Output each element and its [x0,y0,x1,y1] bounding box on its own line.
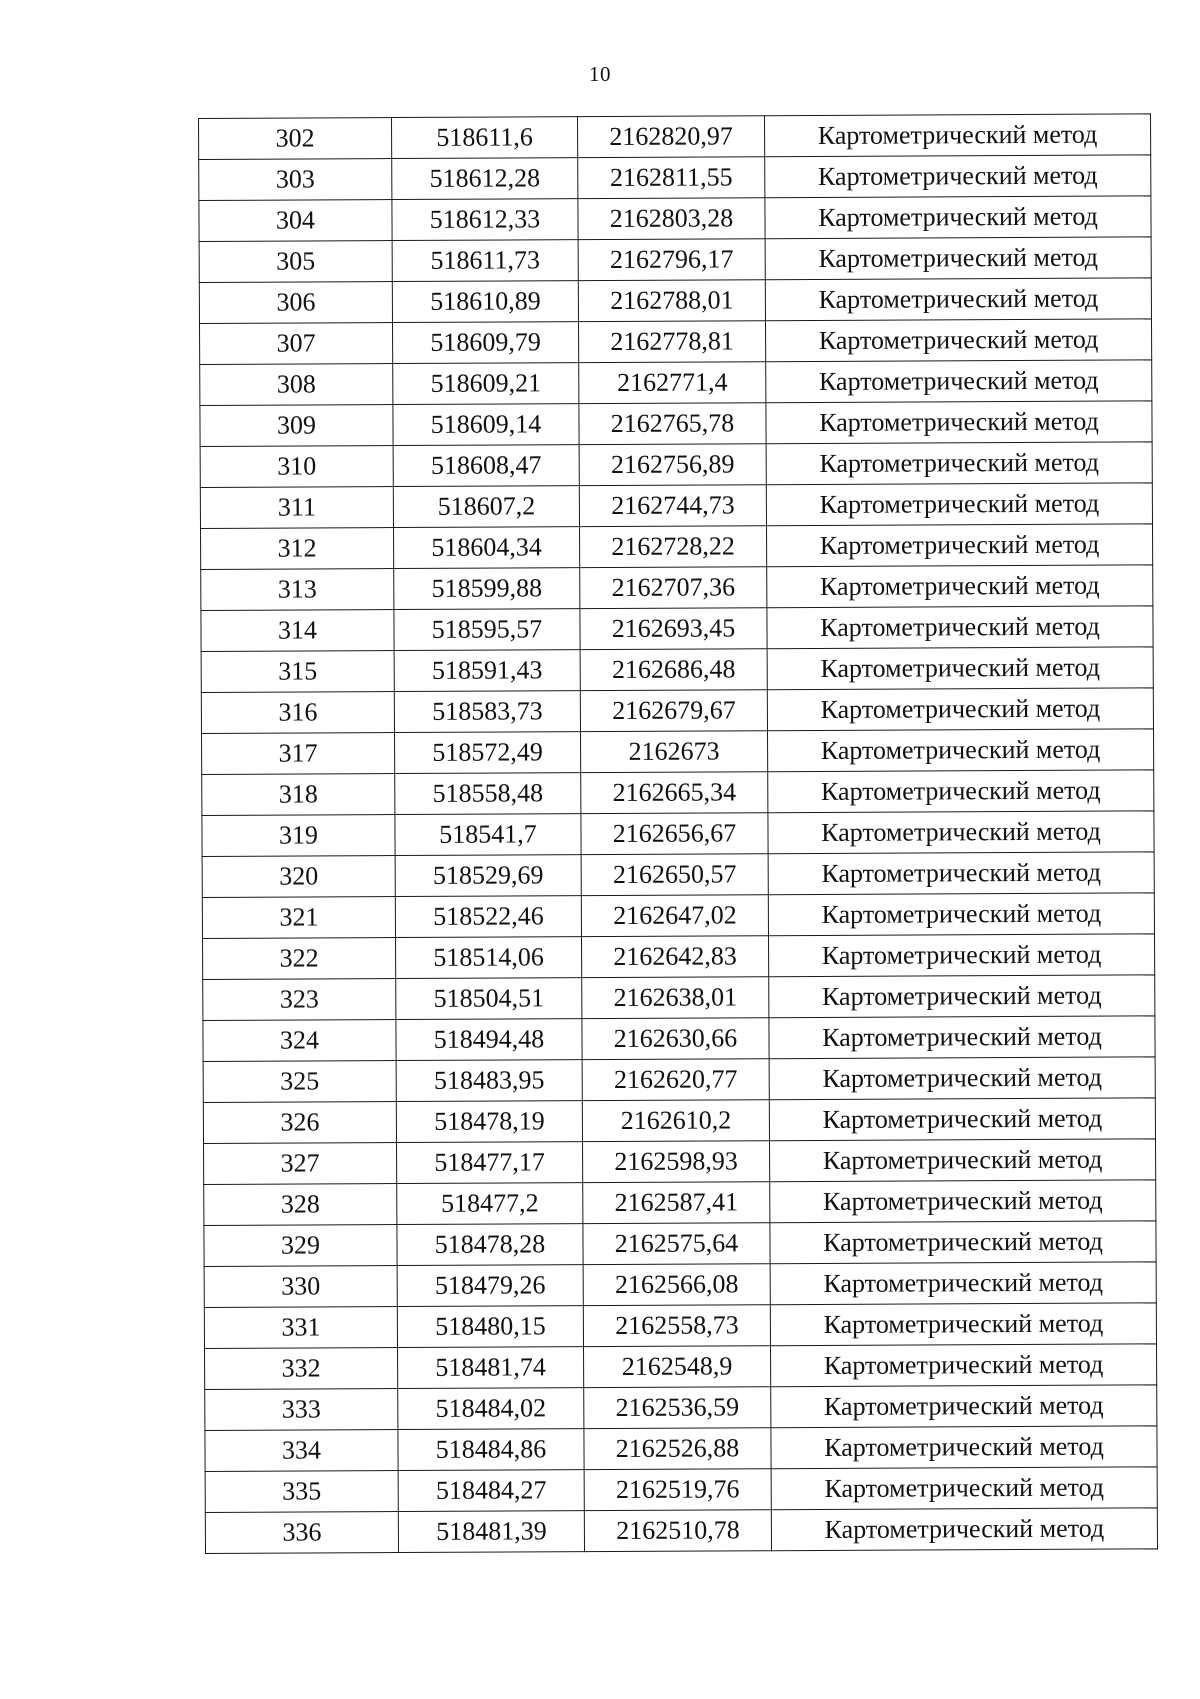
table-row [204,1139,1156,1185]
point-number-cell: 311 [200,487,393,529]
method-cell: Картометрический метод [767,647,1153,690]
table-row [202,770,1154,816]
x-coordinate-cell: 518558,48 [395,773,581,815]
point-number-cell: 323 [203,979,396,1021]
method-cell: Картометрический метод [765,196,1151,239]
x-coordinate-cell: 518608,47 [393,445,579,487]
table-row [204,1180,1156,1226]
table-row [202,893,1154,939]
y-coordinate-cell: 2162693,45 [580,608,767,650]
table-row [200,319,1152,365]
table-row [205,1385,1157,1431]
point-number-cell: 324 [203,1020,396,1062]
x-coordinate-cell: 518541,7 [395,814,581,856]
table-row [203,934,1155,980]
x-coordinate-cell: 518609,14 [393,404,579,446]
point-number-cell: 330 [204,1266,397,1308]
point-number-cell: 334 [205,1430,398,1472]
y-coordinate-cell: 2162686,48 [580,649,767,691]
method-cell: Картометрический метод [765,155,1151,198]
method-cell: Картометрический метод [768,811,1154,854]
method-cell: Картометрический метод [769,1098,1155,1141]
point-number-cell: 305 [199,241,392,283]
table-row [201,565,1153,611]
method-cell: Картометрический метод [766,524,1152,567]
table-row [200,401,1152,447]
y-coordinate-cell: 2162788,01 [578,280,765,322]
table-row [203,1016,1155,1062]
method-cell: Картометрический метод [765,237,1151,280]
y-coordinate-cell: 2162610,2 [582,1100,769,1142]
x-coordinate-cell: 518484,02 [398,1388,584,1430]
y-coordinate-cell: 2162566,08 [583,1264,770,1306]
point-number-cell: 335 [205,1471,398,1513]
point-number-cell: 336 [205,1512,398,1554]
point-number-cell: 328 [204,1184,397,1226]
y-coordinate-cell: 2162536,59 [584,1387,771,1429]
x-coordinate-cell: 518583,73 [394,691,580,733]
x-coordinate-cell: 518591,43 [394,650,580,692]
y-coordinate-cell: 2162728,22 [580,526,767,568]
y-coordinate-cell: 2162647,02 [581,895,768,937]
point-number-cell: 325 [203,1061,396,1103]
x-coordinate-cell: 518572,49 [395,732,581,774]
point-number-cell: 317 [202,733,395,775]
y-coordinate-cell: 2162765,78 [579,403,766,445]
method-cell: Картометрический метод [770,1180,1156,1223]
method-cell: Картометрический метод [770,1303,1156,1346]
method-cell: Картометрический метод [766,442,1152,485]
y-coordinate-cell: 2162771,4 [579,362,766,404]
y-coordinate-cell: 2162620,77 [582,1059,769,1101]
point-number-cell: 329 [204,1225,397,1267]
table-row [200,360,1152,406]
y-coordinate-cell: 2162707,36 [580,567,767,609]
x-coordinate-cell: 518479,26 [397,1265,583,1307]
x-coordinate-cell: 518609,79 [393,322,579,364]
method-cell: Картометрический метод [765,319,1151,362]
x-coordinate-cell: 518478,19 [396,1101,582,1143]
point-number-cell: 315 [201,651,394,693]
x-coordinate-cell: 518604,34 [394,527,580,569]
y-coordinate-cell: 2162650,57 [581,854,768,896]
method-cell: Картометрический метод [769,975,1155,1018]
table-row [203,1098,1155,1144]
y-coordinate-cell: 2162679,67 [580,690,767,732]
point-number-cell: 319 [202,815,395,857]
y-coordinate-cell: 2162510,78 [584,1510,771,1552]
point-number-cell: 302 [199,118,392,160]
point-number-cell: 333 [205,1389,398,1431]
method-cell: Картометрический метод [771,1426,1157,1469]
point-number-cell: 314 [201,610,394,652]
table-row [203,975,1155,1021]
method-cell: Картометрический метод [767,688,1153,731]
y-coordinate-cell: 2162630,66 [582,1018,769,1060]
y-coordinate-cell: 2162598,93 [583,1141,770,1183]
table-row [200,483,1152,529]
x-coordinate-cell: 518612,33 [392,199,578,241]
method-cell: Картометрический метод [768,729,1154,772]
table-row [202,729,1154,775]
x-coordinate-cell: 518595,57 [394,609,580,651]
y-coordinate-cell: 2162778,81 [578,321,765,363]
y-coordinate-cell: 2162558,73 [583,1305,770,1347]
method-cell: Картометрический метод [770,1139,1156,1182]
table-row [201,606,1153,652]
x-coordinate-cell: 518514,06 [396,937,582,979]
point-number-cell: 306 [199,282,392,324]
table-row [199,196,1151,242]
point-number-cell: 304 [199,200,392,242]
y-coordinate-cell: 2162673 [581,731,768,773]
table-row [201,524,1153,570]
y-coordinate-cell: 2162665,34 [581,772,768,814]
method-cell: Картометрический метод [771,1467,1157,1510]
table-row [204,1303,1156,1349]
table-row [199,155,1151,201]
method-cell: Картометрический метод [765,278,1151,321]
x-coordinate-cell: 518504,51 [396,978,582,1020]
y-coordinate-cell: 2162796,17 [578,239,765,281]
point-number-cell: 307 [200,323,393,365]
point-number-cell: 322 [203,938,396,980]
y-coordinate-cell: 2162548,9 [584,1346,771,1388]
x-coordinate-cell: 518478,28 [397,1224,583,1266]
method-cell: Картометрический метод [770,1262,1156,1305]
x-coordinate-cell: 518522,46 [395,896,581,938]
point-number-cell: 303 [199,159,392,201]
y-coordinate-cell: 2162811,55 [578,157,765,199]
table-row [201,688,1153,734]
point-number-cell: 326 [203,1102,396,1144]
x-coordinate-cell: 518612,28 [392,158,578,200]
point-number-cell: 327 [204,1143,397,1185]
method-cell: Картометрический метод [767,565,1153,608]
table-row [203,1057,1155,1103]
point-number-cell: 313 [201,569,394,611]
y-coordinate-cell: 2162587,41 [583,1182,770,1224]
point-number-cell: 310 [200,446,393,488]
x-coordinate-cell: 518484,86 [398,1429,584,1471]
x-coordinate-cell: 518481,74 [398,1347,584,1389]
table-row [204,1221,1156,1267]
table-row [205,1344,1157,1390]
page-number: 10 [589,62,611,86]
x-coordinate-cell: 518477,17 [397,1142,583,1184]
x-coordinate-cell: 518611,73 [392,240,578,282]
x-coordinate-cell: 518494,48 [396,1019,582,1061]
x-coordinate-cell: 518477,2 [397,1183,583,1225]
x-coordinate-cell: 518609,21 [393,363,579,405]
table-row [205,1467,1157,1513]
y-coordinate-cell: 2162575,64 [583,1223,770,1265]
table-row [199,278,1151,324]
x-coordinate-cell: 518610,89 [392,281,578,323]
method-cell: Картометрический метод [770,1221,1156,1264]
x-coordinate-cell: 518611,6 [392,117,578,159]
point-number-cell: 308 [200,364,393,406]
x-coordinate-cell: 518480,15 [397,1306,583,1348]
method-cell: Картометрический метод [771,1508,1157,1551]
method-cell: Картометрический метод [768,770,1154,813]
table-row [200,442,1152,488]
table-row [201,647,1153,693]
point-number-cell: 320 [202,856,395,898]
method-cell: Картометрический метод [771,1385,1157,1428]
method-cell: Картометрический метод [769,934,1155,977]
coordinates-table-body [199,114,1158,1554]
table-row [205,1426,1157,1472]
method-cell: Картометрический метод [766,483,1152,526]
table-row [202,852,1154,898]
y-coordinate-cell: 2162803,28 [578,198,765,240]
point-number-cell: 316 [201,692,394,734]
x-coordinate-cell: 518483,95 [396,1060,582,1102]
y-coordinate-cell: 2162519,76 [584,1469,771,1511]
point-number-cell: 331 [204,1307,397,1349]
y-coordinate-cell: 2162638,01 [582,977,769,1019]
method-cell: Картометрический метод [766,401,1152,444]
method-cell: Картометрический метод [769,1016,1155,1059]
table-row [199,114,1151,160]
y-coordinate-cell: 2162526,88 [584,1428,771,1470]
method-cell: Картометрический метод [769,1057,1155,1100]
y-coordinate-cell: 2162744,73 [579,485,766,527]
point-number-cell: 332 [205,1348,398,1390]
coordinates-table [198,113,1158,1554]
y-coordinate-cell: 2162820,97 [577,116,764,158]
x-coordinate-cell: 518481,39 [398,1511,584,1553]
point-number-cell: 321 [202,897,395,939]
method-cell: Картометрический метод [766,360,1152,403]
table-row [199,237,1151,283]
point-number-cell: 318 [202,774,395,816]
method-cell: Картометрический метод [767,606,1153,649]
x-coordinate-cell: 518599,88 [394,568,580,610]
table-row [205,1508,1157,1554]
x-coordinate-cell: 518484,27 [398,1470,584,1512]
y-coordinate-cell: 2162656,67 [581,813,768,855]
point-number-cell: 309 [200,405,393,447]
x-coordinate-cell: 518607,2 [393,486,579,528]
method-cell: Картометрический метод [768,893,1154,936]
table-row [204,1262,1156,1308]
method-cell: Картометрический метод [764,114,1150,157]
x-coordinate-cell: 518529,69 [395,855,581,897]
method-cell: Картометрический метод [771,1344,1157,1387]
table-row [202,811,1154,857]
point-number-cell: 312 [201,528,394,570]
y-coordinate-cell: 2162756,89 [579,444,766,486]
y-coordinate-cell: 2162642,83 [582,936,769,978]
method-cell: Картометрический метод [768,852,1154,895]
